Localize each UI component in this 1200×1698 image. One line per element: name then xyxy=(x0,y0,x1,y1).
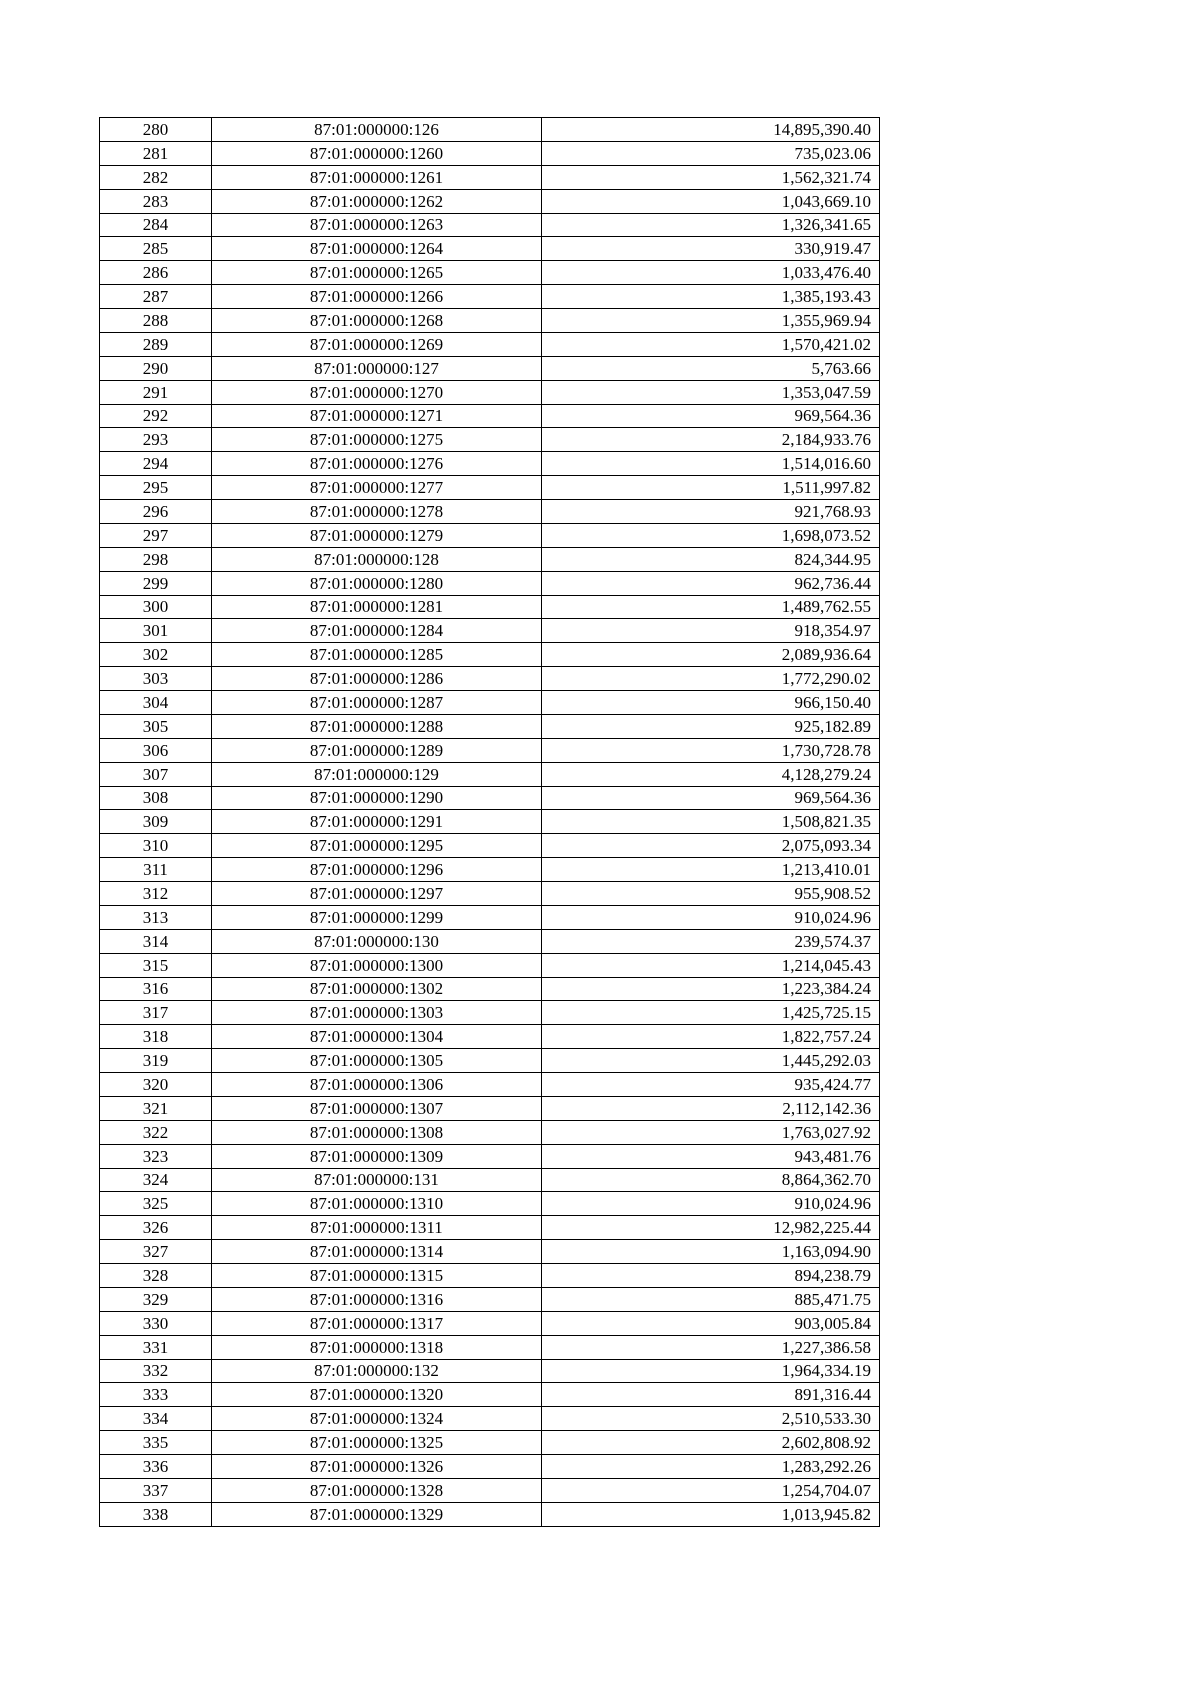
cadastral-value-cell: 1,570,421.02 xyxy=(542,332,880,356)
table-row xyxy=(100,667,880,691)
row-number-cell: 317 xyxy=(100,1001,212,1025)
cadastral-value-cell: 1,772,290.02 xyxy=(542,667,880,691)
row-number-cell: 292 xyxy=(100,404,212,428)
row-number-cell: 314 xyxy=(100,929,212,953)
cadastral-number-cell: 87:01:000000:1290 xyxy=(212,786,542,810)
cadastral-number-cell: 87:01:000000:1271 xyxy=(212,404,542,428)
cadastral-number-cell: 87:01:000000:1308 xyxy=(212,1120,542,1144)
table-row xyxy=(100,1049,880,1073)
row-number-cell: 311 xyxy=(100,858,212,882)
cadastral-number-cell: 87:01:000000:1297 xyxy=(212,882,542,906)
cadastral-value-cell: 943,481.76 xyxy=(542,1144,880,1168)
table-row xyxy=(100,810,880,834)
table-row xyxy=(100,858,880,882)
cadastral-value-cell: 894,238.79 xyxy=(542,1264,880,1288)
row-number-cell: 282 xyxy=(100,165,212,189)
cadastral-value-cell: 2,112,142.36 xyxy=(542,1096,880,1120)
table-row xyxy=(100,1407,880,1431)
row-number-cell: 325 xyxy=(100,1192,212,1216)
cadastral-number-cell: 87:01:000000:131 xyxy=(212,1168,542,1192)
cadastral-number-cell: 87:01:000000:129 xyxy=(212,762,542,786)
table-row xyxy=(100,141,880,165)
row-number-cell: 319 xyxy=(100,1049,212,1073)
cadastral-value-cell: 1,223,384.24 xyxy=(542,977,880,1001)
table-row xyxy=(100,547,880,571)
cadastral-value-cell: 1,043,669.10 xyxy=(542,189,880,213)
cadastral-number-cell: 87:01:000000:1317 xyxy=(212,1311,542,1335)
table-row xyxy=(100,738,880,762)
cadastral-value-cell: 1,445,292.03 xyxy=(542,1049,880,1073)
cadastral-value-cell: 1,353,047.59 xyxy=(542,380,880,404)
row-number-cell: 288 xyxy=(100,309,212,333)
table-row xyxy=(100,834,880,858)
table-row xyxy=(100,1264,880,1288)
cadastral-value-cell: 2,075,093.34 xyxy=(542,834,880,858)
cadastral-number-cell: 87:01:000000:1303 xyxy=(212,1001,542,1025)
cadastral-number-cell: 87:01:000000:1324 xyxy=(212,1407,542,1431)
cadastral-number-cell: 87:01:000000:1305 xyxy=(212,1049,542,1073)
cadastral-number-cell: 87:01:000000:1277 xyxy=(212,476,542,500)
cadastral-number-cell: 87:01:000000:1261 xyxy=(212,165,542,189)
row-number-cell: 315 xyxy=(100,953,212,977)
cadastral-number-cell: 87:01:000000:1263 xyxy=(212,213,542,237)
row-number-cell: 331 xyxy=(100,1335,212,1359)
table-row xyxy=(100,452,880,476)
cadastral-number-cell: 87:01:000000:1260 xyxy=(212,141,542,165)
row-number-cell: 334 xyxy=(100,1407,212,1431)
row-number-cell: 332 xyxy=(100,1359,212,1383)
row-number-cell: 312 xyxy=(100,882,212,906)
table-row xyxy=(100,476,880,500)
cadastral-number-cell: 87:01:000000:1288 xyxy=(212,714,542,738)
cadastral-value-cell: 903,005.84 xyxy=(542,1311,880,1335)
cadastral-value-cell: 1,489,762.55 xyxy=(542,595,880,619)
table-row xyxy=(100,786,880,810)
cadastral-number-cell: 87:01:000000:1299 xyxy=(212,905,542,929)
cadastral-number-cell: 87:01:000000:126 xyxy=(212,118,542,142)
cadastral-number-cell: 87:01:000000:1287 xyxy=(212,691,542,715)
cadastral-value-cell: 2,510,533.30 xyxy=(542,1407,880,1431)
cadastral-number-cell: 87:01:000000:1281 xyxy=(212,595,542,619)
cadastral-value-cell: 735,023.06 xyxy=(542,141,880,165)
table-row xyxy=(100,643,880,667)
cadastral-value-cell: 1,326,341.65 xyxy=(542,213,880,237)
table-row xyxy=(100,762,880,786)
cadastral-value-cell: 925,182.89 xyxy=(542,714,880,738)
cadastral-value-cell: 910,024.96 xyxy=(542,1192,880,1216)
row-number-cell: 327 xyxy=(100,1240,212,1264)
row-number-cell: 287 xyxy=(100,285,212,309)
cadastral-value-cell: 1,214,045.43 xyxy=(542,953,880,977)
row-number-cell: 293 xyxy=(100,428,212,452)
cadastral-number-cell: 87:01:000000:1311 xyxy=(212,1216,542,1240)
table-row xyxy=(100,1335,880,1359)
table-row xyxy=(100,714,880,738)
cadastral-number-cell: 87:01:000000:1315 xyxy=(212,1264,542,1288)
table-row xyxy=(100,1096,880,1120)
cadastral-value-cell: 966,150.40 xyxy=(542,691,880,715)
row-number-cell: 295 xyxy=(100,476,212,500)
cadastral-value-cell: 1,385,193.43 xyxy=(542,285,880,309)
table-row xyxy=(100,619,880,643)
cadastral-value-cell: 885,471.75 xyxy=(542,1287,880,1311)
cadastral-value-cell: 2,184,933.76 xyxy=(542,428,880,452)
cadastral-value-cell: 12,982,225.44 xyxy=(542,1216,880,1240)
table-row xyxy=(100,285,880,309)
row-number-cell: 294 xyxy=(100,452,212,476)
cadastral-value-cell: 1,283,292.26 xyxy=(542,1455,880,1479)
row-number-cell: 323 xyxy=(100,1144,212,1168)
table-row xyxy=(100,1287,880,1311)
cadastral-number-cell: 87:01:000000:1318 xyxy=(212,1335,542,1359)
table-row xyxy=(100,1431,880,1455)
row-number-cell: 280 xyxy=(100,118,212,142)
cadastral-value-cell: 1,013,945.82 xyxy=(542,1502,880,1526)
cadastral-number-cell: 87:01:000000:1266 xyxy=(212,285,542,309)
table-row xyxy=(100,1168,880,1192)
cadastral-value-cell: 1,254,704.07 xyxy=(542,1478,880,1502)
table-body xyxy=(100,118,880,1527)
table-row xyxy=(100,332,880,356)
row-number-cell: 324 xyxy=(100,1168,212,1192)
row-number-cell: 302 xyxy=(100,643,212,667)
row-number-cell: 298 xyxy=(100,547,212,571)
table-row xyxy=(100,691,880,715)
cadastral-number-cell: 87:01:000000:1269 xyxy=(212,332,542,356)
cadastral-number-cell: 87:01:000000:1275 xyxy=(212,428,542,452)
cadastral-number-cell: 87:01:000000:1265 xyxy=(212,261,542,285)
table-row xyxy=(100,165,880,189)
cadastral-number-cell: 87:01:000000:1328 xyxy=(212,1478,542,1502)
table-row xyxy=(100,261,880,285)
cadastral-value-cell: 1,508,821.35 xyxy=(542,810,880,834)
cadastral-number-cell: 87:01:000000:1291 xyxy=(212,810,542,834)
row-number-cell: 320 xyxy=(100,1073,212,1097)
cadastral-number-cell: 87:01:000000:1280 xyxy=(212,571,542,595)
table-row xyxy=(100,1144,880,1168)
cadastral-number-cell: 87:01:000000:127 xyxy=(212,356,542,380)
cadastral-value-cell: 969,564.36 xyxy=(542,404,880,428)
table-row xyxy=(100,428,880,452)
table-row xyxy=(100,356,880,380)
cadastral-number-cell: 87:01:000000:1295 xyxy=(212,834,542,858)
row-number-cell: 289 xyxy=(100,332,212,356)
cadastral-value-cell: 1,698,073.52 xyxy=(542,523,880,547)
row-number-cell: 316 xyxy=(100,977,212,1001)
cadastral-number-cell: 87:01:000000:1276 xyxy=(212,452,542,476)
cadastral-number-cell: 87:01:000000:1289 xyxy=(212,738,542,762)
row-number-cell: 310 xyxy=(100,834,212,858)
table-row xyxy=(100,1192,880,1216)
table-row xyxy=(100,1025,880,1049)
table-row xyxy=(100,977,880,1001)
cadastral-value-cell: 1,213,410.01 xyxy=(542,858,880,882)
cadastral-value-cell: 935,424.77 xyxy=(542,1073,880,1097)
row-number-cell: 335 xyxy=(100,1431,212,1455)
table-row xyxy=(100,1455,880,1479)
row-number-cell: 297 xyxy=(100,523,212,547)
cadastral-number-cell: 87:01:000000:1302 xyxy=(212,977,542,1001)
cadastral-value-cell: 4,128,279.24 xyxy=(542,762,880,786)
cadastral-number-cell: 87:01:000000:132 xyxy=(212,1359,542,1383)
row-number-cell: 290 xyxy=(100,356,212,380)
cadastral-number-cell: 87:01:000000:1329 xyxy=(212,1502,542,1526)
cadastral-value-cell: 1,763,027.92 xyxy=(542,1120,880,1144)
table-row xyxy=(100,1359,880,1383)
row-number-cell: 304 xyxy=(100,691,212,715)
cadastral-number-cell: 87:01:000000:128 xyxy=(212,547,542,571)
row-number-cell: 322 xyxy=(100,1120,212,1144)
cadastral-number-cell: 87:01:000000:1286 xyxy=(212,667,542,691)
table-row xyxy=(100,571,880,595)
row-number-cell: 305 xyxy=(100,714,212,738)
cadastral-number-cell: 87:01:000000:1314 xyxy=(212,1240,542,1264)
cadastral-number-cell: 87:01:000000:1316 xyxy=(212,1287,542,1311)
row-number-cell: 284 xyxy=(100,213,212,237)
row-number-cell: 336 xyxy=(100,1455,212,1479)
row-number-cell: 306 xyxy=(100,738,212,762)
cadastral-value-cell: 1,163,094.90 xyxy=(542,1240,880,1264)
row-number-cell: 329 xyxy=(100,1287,212,1311)
table-row xyxy=(100,929,880,953)
cadastral-number-cell: 87:01:000000:1285 xyxy=(212,643,542,667)
cadastral-number-cell: 87:01:000000:1325 xyxy=(212,1431,542,1455)
row-number-cell: 337 xyxy=(100,1478,212,1502)
table-row xyxy=(100,237,880,261)
table-row xyxy=(100,905,880,929)
cadastral-value-cell: 2,602,808.92 xyxy=(542,1431,880,1455)
cadastral-value-cell: 969,564.36 xyxy=(542,786,880,810)
cadastral-value-cell: 1,511,997.82 xyxy=(542,476,880,500)
cadastral-value-cell: 921,768.93 xyxy=(542,500,880,524)
cadastral-number-cell: 87:01:000000:1309 xyxy=(212,1144,542,1168)
row-number-cell: 296 xyxy=(100,500,212,524)
table-row xyxy=(100,1478,880,1502)
cadastral-number-cell: 87:01:000000:1300 xyxy=(212,953,542,977)
cadastral-value-cell: 1,033,476.40 xyxy=(542,261,880,285)
cadastral-value-cell: 330,919.47 xyxy=(542,237,880,261)
cadastral-value-cell: 1,730,728.78 xyxy=(542,738,880,762)
cadastral-value-cell: 955,908.52 xyxy=(542,882,880,906)
cadastral-value-cell: 1,227,386.58 xyxy=(542,1335,880,1359)
cadastral-value-cell: 891,316.44 xyxy=(542,1383,880,1407)
cadastral-number-cell: 87:01:000000:1307 xyxy=(212,1096,542,1120)
row-number-cell: 286 xyxy=(100,261,212,285)
table-row xyxy=(100,953,880,977)
cadastral-value-cell: 962,736.44 xyxy=(542,571,880,595)
cadastral-number-cell: 87:01:000000:1270 xyxy=(212,380,542,404)
cadastral-number-cell: 87:01:000000:1268 xyxy=(212,309,542,333)
cadastral-number-cell: 87:01:000000:1278 xyxy=(212,500,542,524)
row-number-cell: 321 xyxy=(100,1096,212,1120)
table-row xyxy=(100,1383,880,1407)
row-number-cell: 328 xyxy=(100,1264,212,1288)
row-number-cell: 283 xyxy=(100,189,212,213)
row-number-cell: 285 xyxy=(100,237,212,261)
row-number-cell: 330 xyxy=(100,1311,212,1335)
cadastral-number-cell: 87:01:000000:1320 xyxy=(212,1383,542,1407)
table-row xyxy=(100,1216,880,1240)
table-row xyxy=(100,1240,880,1264)
table-row xyxy=(100,1120,880,1144)
cadastral-number-cell: 87:01:000000:130 xyxy=(212,929,542,953)
cadastral-value-cell: 1,964,334.19 xyxy=(542,1359,880,1383)
cadastral-value-cell: 8,864,362.70 xyxy=(542,1168,880,1192)
cadastral-value-cell: 14,895,390.40 xyxy=(542,118,880,142)
cadastral-value-cell: 1,355,969.94 xyxy=(542,309,880,333)
row-number-cell: 309 xyxy=(100,810,212,834)
cadastral-value-cell: 910,024.96 xyxy=(542,905,880,929)
cadastral-value-cell: 824,344.95 xyxy=(542,547,880,571)
row-number-cell: 338 xyxy=(100,1502,212,1526)
cadastral-value-cell: 1,562,321.74 xyxy=(542,165,880,189)
table-row xyxy=(100,309,880,333)
row-number-cell: 291 xyxy=(100,380,212,404)
table-row xyxy=(100,380,880,404)
table-row xyxy=(100,213,880,237)
cadastral-value-cell: 5,763.66 xyxy=(542,356,880,380)
row-number-cell: 301 xyxy=(100,619,212,643)
row-number-cell: 307 xyxy=(100,762,212,786)
cadastral-number-cell: 87:01:000000:1262 xyxy=(212,189,542,213)
cadastral-number-cell: 87:01:000000:1284 xyxy=(212,619,542,643)
row-number-cell: 318 xyxy=(100,1025,212,1049)
cadastral-number-cell: 87:01:000000:1279 xyxy=(212,523,542,547)
cadastral-number-cell: 87:01:000000:1296 xyxy=(212,858,542,882)
cadastral-value-cell: 1,514,016.60 xyxy=(542,452,880,476)
cadastral-number-cell: 87:01:000000:1310 xyxy=(212,1192,542,1216)
cadastral-value-cell: 239,574.37 xyxy=(542,929,880,953)
table-row xyxy=(100,500,880,524)
cadastral-value-cell: 2,089,936.64 xyxy=(542,643,880,667)
table-row xyxy=(100,1311,880,1335)
cadastral-number-cell: 87:01:000000:1304 xyxy=(212,1025,542,1049)
row-number-cell: 308 xyxy=(100,786,212,810)
table-row xyxy=(100,1001,880,1025)
table-row xyxy=(100,189,880,213)
table-row xyxy=(100,523,880,547)
table-row xyxy=(100,118,880,142)
table-row xyxy=(100,882,880,906)
cadastral-number-cell: 87:01:000000:1306 xyxy=(212,1073,542,1097)
row-number-cell: 333 xyxy=(100,1383,212,1407)
row-number-cell: 303 xyxy=(100,667,212,691)
table-row xyxy=(100,404,880,428)
cadastral-number-cell: 87:01:000000:1326 xyxy=(212,1455,542,1479)
table-row xyxy=(100,595,880,619)
cadastral-value-cell: 1,425,725.15 xyxy=(542,1001,880,1025)
cadastral-number-cell: 87:01:000000:1264 xyxy=(212,237,542,261)
row-number-cell: 281 xyxy=(100,141,212,165)
row-number-cell: 300 xyxy=(100,595,212,619)
row-number-cell: 299 xyxy=(100,571,212,595)
table-row xyxy=(100,1502,880,1526)
cadastral-value-cell: 1,822,757.24 xyxy=(542,1025,880,1049)
row-number-cell: 326 xyxy=(100,1216,212,1240)
table-row xyxy=(100,1073,880,1097)
row-number-cell: 313 xyxy=(100,905,212,929)
cadastral-value-table xyxy=(99,117,880,1527)
cadastral-value-cell: 918,354.97 xyxy=(542,619,880,643)
